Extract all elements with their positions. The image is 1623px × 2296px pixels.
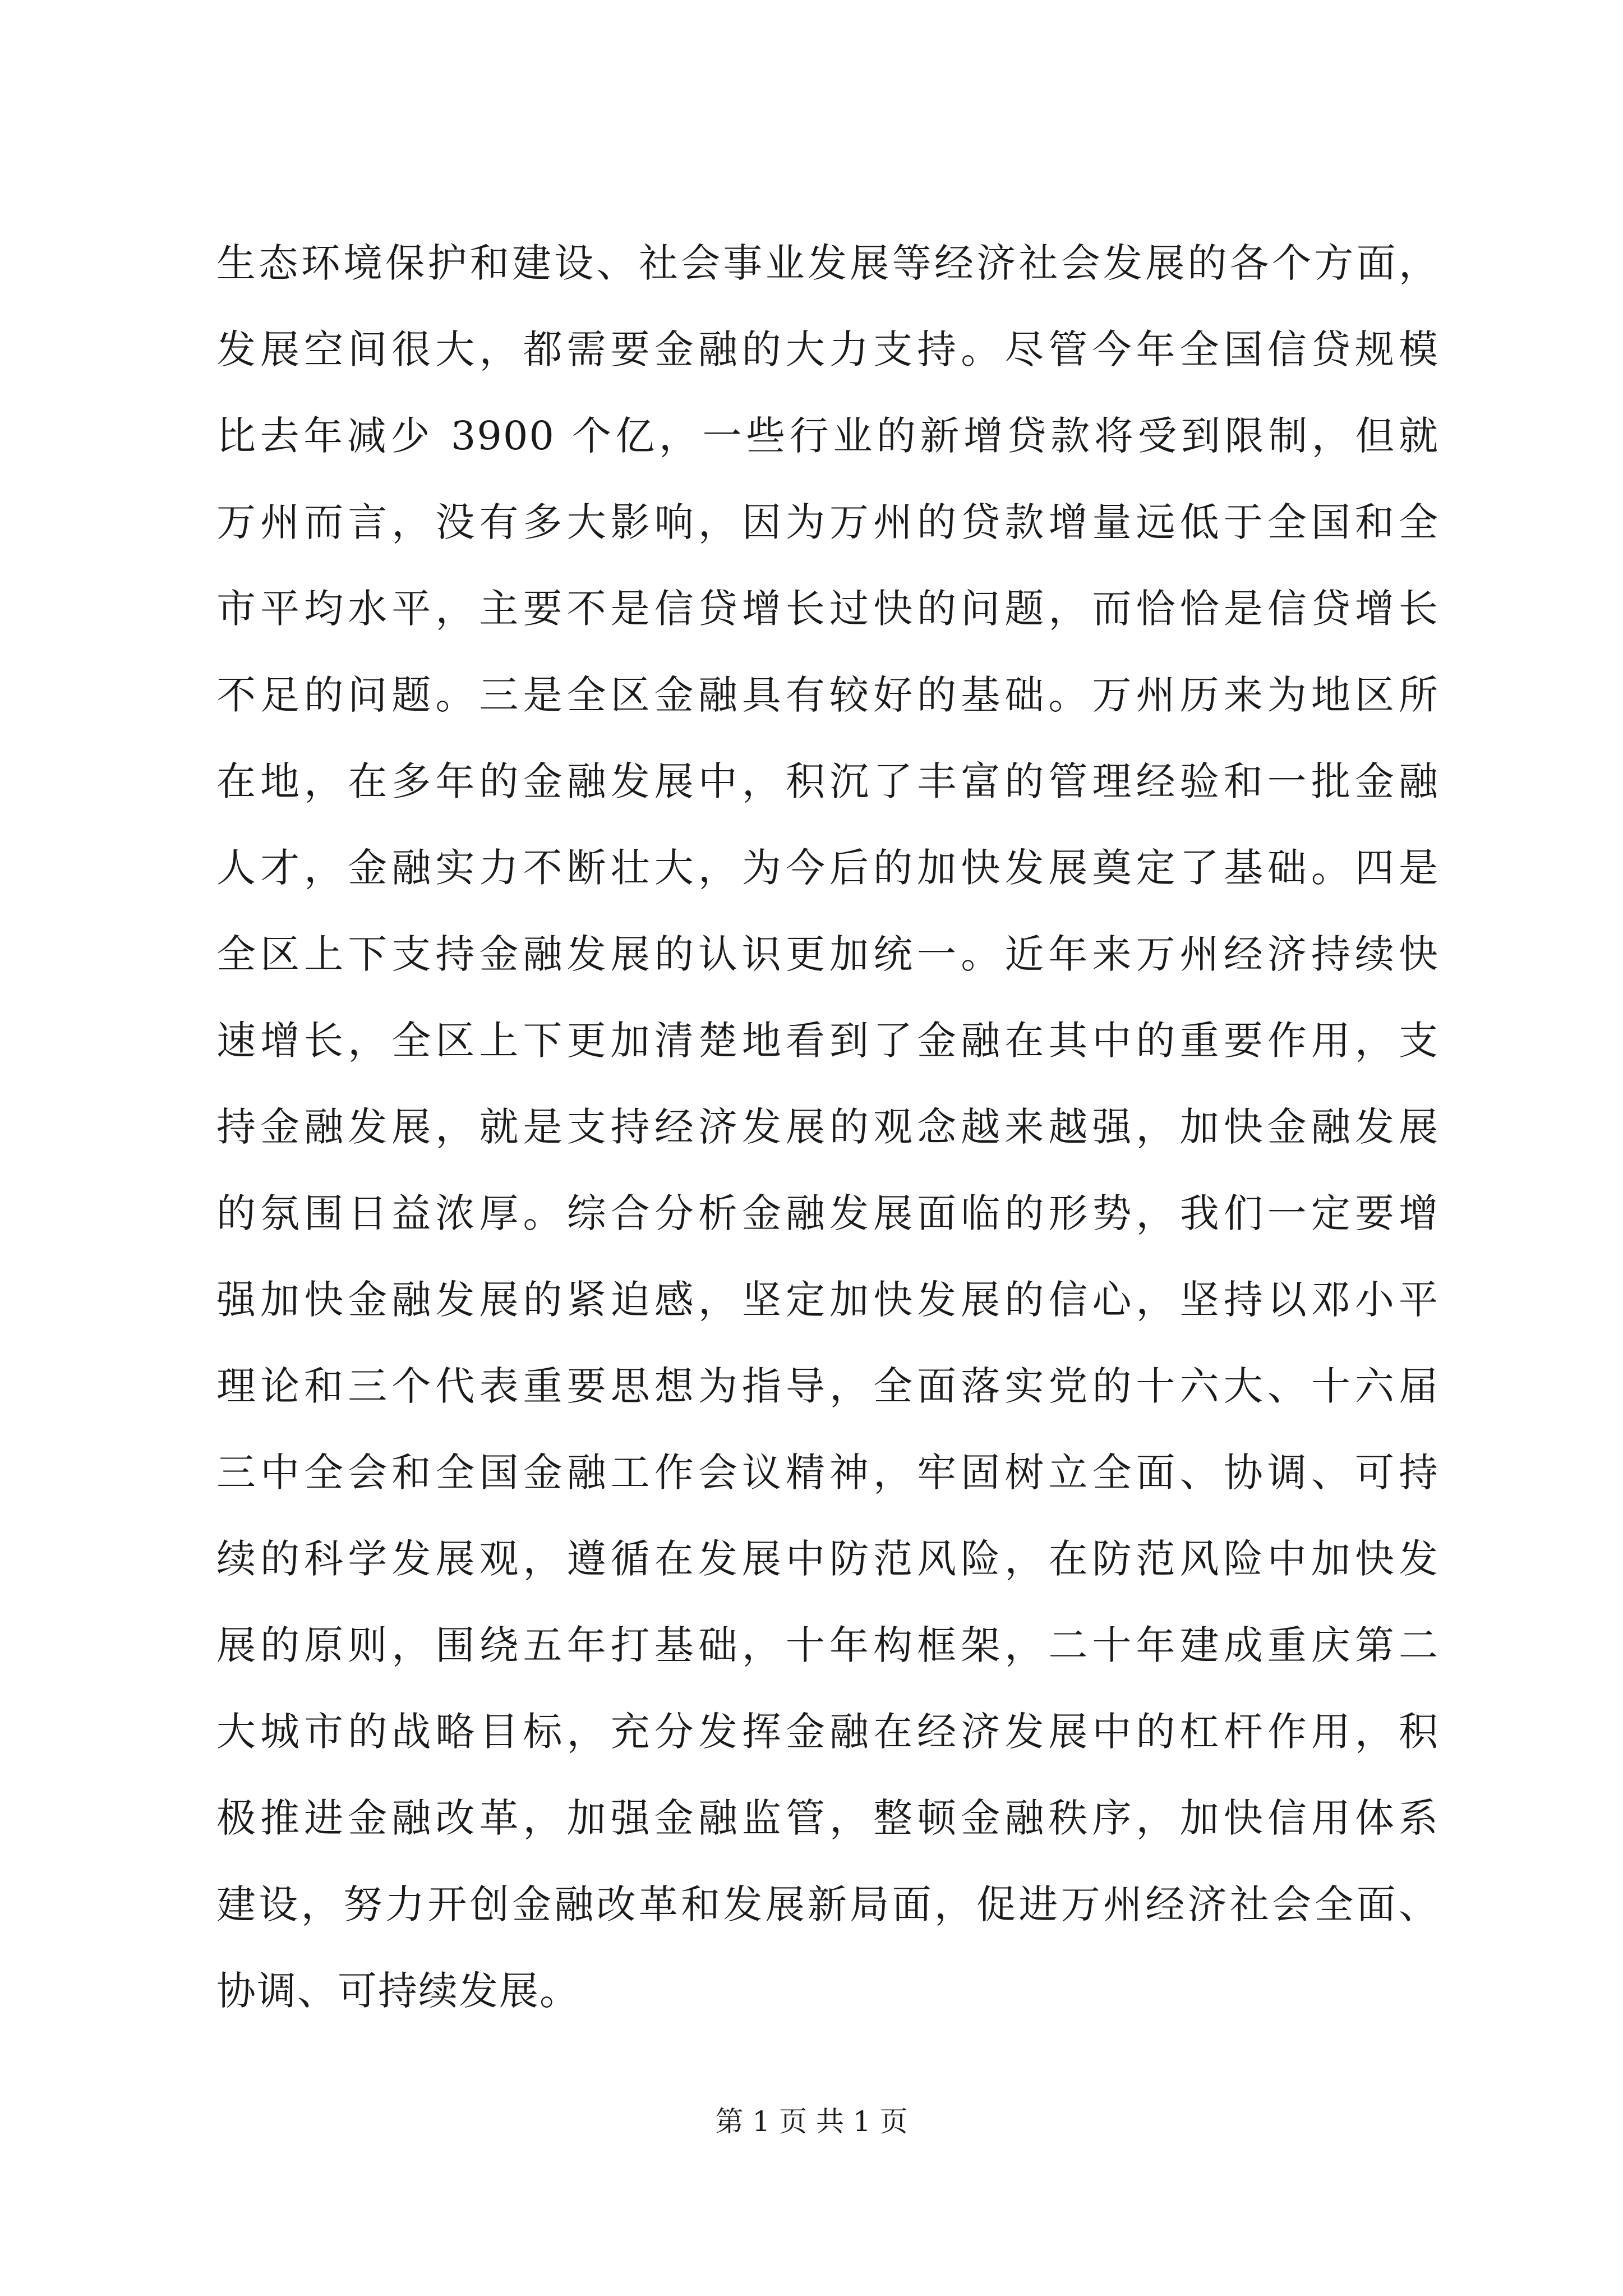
text-line-4: 万州而言，没有多大影响，因为万州的贷款增量远低于全国和全: [216, 499, 1439, 545]
text-line-11: 持金融发展，就是支持经济发展的观念越来越强，加快金融发展: [216, 1104, 1439, 1150]
body-paragraph: [216, 220, 1439, 2034]
text-line-12: 的氛围日益浓厚。综合分析金融发展面临的形势，我们一定要增: [216, 1190, 1439, 1236]
page-footer: 第 1 页 共 1 页: [715, 2105, 908, 2138]
text-line-5: 市平均水平，主要不是信贷增长过快的问题，而恰恰是信贷增长: [216, 586, 1439, 632]
text-line-14: 理论和三个代表重要思想为指导，全面落实党的十六大、十六届: [216, 1363, 1439, 1409]
text-line-2: 发展空间很大，都需要金融的大力支持。尽管今年全国信贷规模: [216, 326, 1439, 372]
text-line-20: 建设，努力开创金融改革和发展新局面，促进万州经济社会全面、: [216, 1881, 1439, 1927]
text-line-13: 强加快金融发展的紧迫感，坚定加快发展的信心，坚持以邓小平: [216, 1277, 1439, 1323]
text-line-21: 协调、可持续发展。: [216, 1968, 580, 2014]
text-line-17: 展的原则，围绕五年打基础，十年构框架，二十年建成重庆第二: [216, 1622, 1439, 1668]
text-line-19: 极推进金融改革，加强金融监管，整顿金融秩序，加快信用体系: [216, 1795, 1439, 1841]
text-line-6: 不足的问题。三是全区金融具有较好的基础。万州历来为地区所: [216, 672, 1439, 718]
text-line-1: 生态环境保护和建设、社会事业发展等经济社会发展的各个方面，: [216, 240, 1439, 286]
text-line-18: 大城市的战略目标，充分发挥金融在经济发展中的杠杆作用，积: [216, 1709, 1439, 1755]
text-line-9: 全区上下支持金融发展的认识更加统一。近年来万州经济持续快: [216, 931, 1439, 977]
text-line-15: 三中全会和全国金融工作会议精神，牢固树立全面、协调、可持: [216, 1450, 1439, 1496]
text-line-3: 比去年减少 3900 个亿，一些行业的新增贷款将受到限制，但就: [216, 413, 1439, 459]
text-line-10: 速增长，全区上下更加清楚地看到了金融在其中的重要作用，支: [216, 1018, 1439, 1064]
text-line-8: 人才，金融实力不断壮大，为今后的加快发展奠定了基础。四是: [216, 845, 1439, 891]
text-line-7: 在地，在多年的金融发展中，积沉了丰富的管理经验和一批金融: [216, 758, 1439, 804]
text-line-16: 续的科学发展观，遵循在发展中防范风险，在防范风险中加快发: [216, 1536, 1439, 1582]
